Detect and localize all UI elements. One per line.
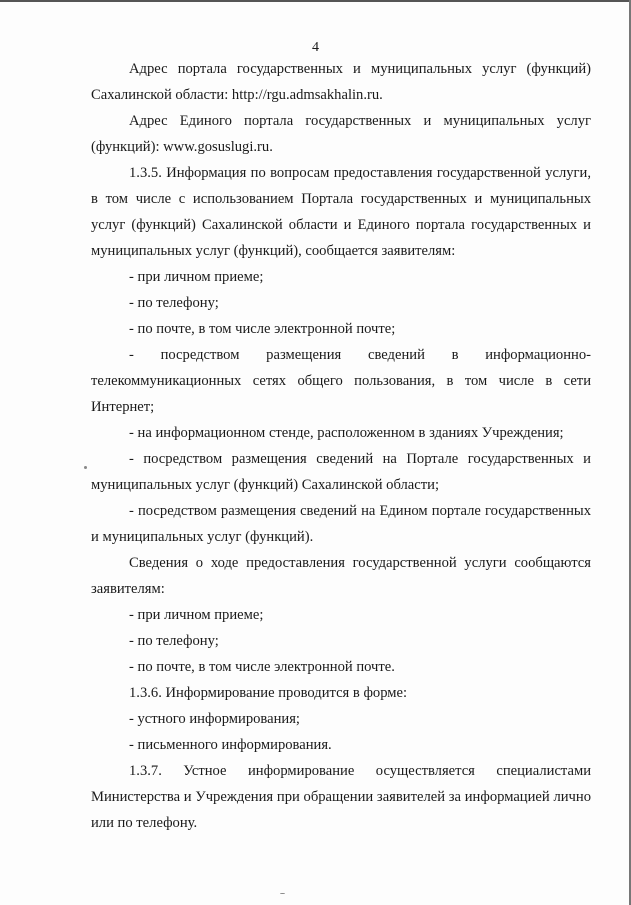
list-item: - посредством размещения сведений на Едином портале государственных и муниципальных услуг (функций). [91,503,591,545]
paragraph-progress-info: Сведения о ходе предоставления государственной услуги сообщаются заявителям: [91,555,591,597]
paragraph-1-3-7: 1.3.7. Устное информирование осуществляется специалистами Министерства и Учреждения при обращении заявителей за информацией лично или по телефону. [91,763,591,831]
list-item: - посредством размещения сведений в информационно-телекоммуникационных сетях общего пользования, в том числе в сети Интернет; [91,347,591,415]
paragraph-1-3-6: 1.3.6. Информирование проводится в форме: [129,685,408,701]
paragraph-portal-address: Адрес портала государственных и муниципальных услуг (функций) Сахалинской области: http://rgu.admsakhalin.ru. [91,61,591,103]
paragraph-1-3-5: 1.3.5. Информация по вопросам предоставления государственной услуги, в том числе с использованием Портала государственных и муниципальных услуг (функций) Сахалинской области и Единого портала государственных и муниципальных услуг (функций), сообщается заявителям: [91,165,591,259]
scan-speck [84,466,87,469]
scan-speck [280,893,285,894]
list-item: - по почте, в том числе электронной почте; [129,321,396,337]
paragraph-unified-portal-address: Адрес Единого портала государственных и муниципальных услуг (функций): www.gosuslugi.ru. [91,113,591,155]
list-item: - посредством размещения сведений на Портале государственных и муниципальных услуг (функций) Сахалинской области; [91,451,591,493]
list-item: - при личном приеме; [129,269,264,285]
list-item: - по телефону; [129,295,219,311]
page-number: 4 [312,40,319,55]
list-item: - по почте, в том числе электронной почте. [129,659,395,675]
list-item: - письменного информирования. [129,737,332,753]
list-item: - устного информирования; [129,711,300,727]
document-body [91,56,591,836]
list-item: - на информационном стенде, расположенном в зданиях Учреждения; [129,425,564,441]
list-item: - при личном приеме; [129,607,264,623]
scan-edge-top [0,0,631,2]
list-item: - по телефону; [129,633,219,649]
